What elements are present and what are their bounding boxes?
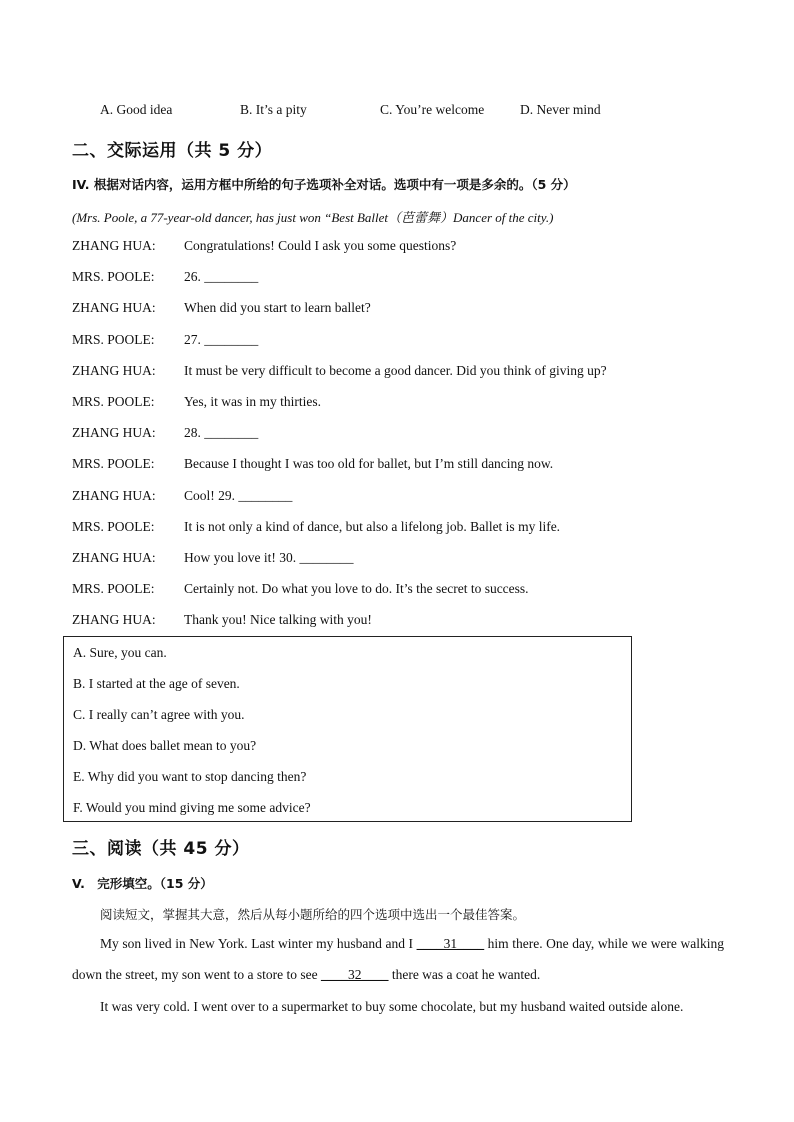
box-option-e: E. Why did you want to stop dancing then? (73, 769, 307, 784)
speaker: MRS. POOLE: (72, 393, 155, 409)
dialogue-line (72, 267, 722, 298)
speaker: MRS. POOLE: (72, 518, 155, 534)
box-option-c: C. I really can’t agree with you. (73, 707, 245, 722)
speaker: ZHANG HUA: (72, 612, 156, 628)
passage-text: there was a coat he wanted. (388, 967, 541, 982)
speaker: ZHANG HUA: (72, 549, 156, 565)
speaker: MRS. POOLE: (72, 456, 155, 472)
speaker: ZHANG HUA: (72, 362, 156, 378)
dialogue-line (72, 454, 722, 485)
blank-31[interactable]: ____31____ (416, 936, 485, 951)
reading-instruction: 阅读短文，掌握其大意，然后从每小题所给的四个选项中选出一个最佳答案。 (100, 907, 526, 922)
speaker: ZHANG HUA: (72, 425, 156, 441)
dialogue-blank-30[interactable]: How you love it! 30. ________ (184, 549, 354, 565)
option-a: A. Good idea (100, 102, 173, 117)
answer-options-box (63, 636, 632, 822)
passage-paragraph-2: It was very cold. I went over to a supermarket to buy some chocolate, but my husband waited outside alone. (100, 999, 684, 1014)
dialogue-text: When did you start to learn ballet? (184, 300, 371, 316)
previous-question-options (100, 102, 720, 118)
dialogue-line (72, 423, 722, 454)
speaker: MRS. POOLE: (72, 581, 155, 597)
option-d: D. Never mind (520, 102, 601, 117)
box-option-d: D. What does ballet mean to you? (73, 738, 257, 753)
dialogue-line (72, 298, 722, 329)
dialogue-text: It is not only a kind of dance, but also a lifelong job. Ballet is my life. (184, 518, 561, 534)
dialogue-line (72, 236, 722, 267)
dialogue-line (72, 361, 722, 392)
dialogue-blank-27[interactable]: 27. ________ (184, 331, 259, 347)
speaker: ZHANG HUA: (72, 300, 156, 316)
dialogue-line (72, 330, 722, 361)
passage-text: him there. One day, while we were walking down the street, my son went to a store to see (72, 936, 724, 982)
option-b: B. It’s a pity (240, 102, 307, 117)
box-option-f: F. Would you mind giving me some advice? (73, 800, 311, 815)
dialogue-line (72, 548, 722, 579)
dialogue-text: Certainly not. Do what you love to do. It’s the secret to success. (184, 581, 529, 597)
section-3-subtitle: V. 完形填空。（15 分） (72, 876, 213, 891)
dialogue-blank-29[interactable]: Cool! 29. ________ (184, 487, 293, 503)
dialogue-text: Yes, it was in my thirties. (184, 393, 322, 409)
blank-32[interactable]: ____32____ (320, 967, 389, 982)
dialogue-blank-28[interactable]: 28. ________ (184, 425, 259, 441)
section-2-instruction: IV. 根据对话内容，运用方框中所给的句子选项补全对话。选项中有一项是多余的。（5 分） (72, 177, 576, 192)
section-2-title: 二、交际运用（共 5 分） (72, 141, 273, 161)
dialogue-line (72, 392, 722, 423)
box-option-a: A. Sure, you can. (73, 645, 167, 660)
dialogue-blank-26[interactable]: 26. ________ (184, 269, 259, 285)
option-c: C. You’re welcome (380, 102, 485, 117)
dialogue-line (72, 579, 722, 610)
dialogue-text: Thank you! Nice talking with you! (184, 612, 372, 628)
passage-paragraph-1 (72, 928, 724, 990)
speaker: ZHANG HUA: (72, 487, 156, 503)
speaker: MRS. POOLE: (72, 331, 155, 347)
speaker: ZHANG HUA: (72, 238, 156, 253)
speaker: MRS. POOLE: (72, 269, 155, 285)
section-3-title: 三、阅读（共 45 分） (72, 839, 250, 859)
box-option-b: B. I started at the age of seven. (73, 676, 240, 691)
dialogue-line (72, 486, 722, 517)
passage-text: My son lived in New York. Last winter my husband and I (100, 936, 417, 951)
dialogue-text: Because I thought I was too old for ballet, but I’m still dancing now. (184, 456, 554, 472)
dialogue (72, 236, 722, 641)
dialogue-text: Congratulations! Could I ask you some questions? (184, 238, 457, 253)
dialogue-line (72, 517, 722, 548)
dialogue-text: It must be very difficult to become a good dancer. Did you think of giving up? (184, 362, 607, 378)
dialogue-intro: (Mrs. Poole, a 77-year-old dancer, has just won “Best Ballet（芭蕾舞）Dancer of the city.) (72, 210, 554, 225)
